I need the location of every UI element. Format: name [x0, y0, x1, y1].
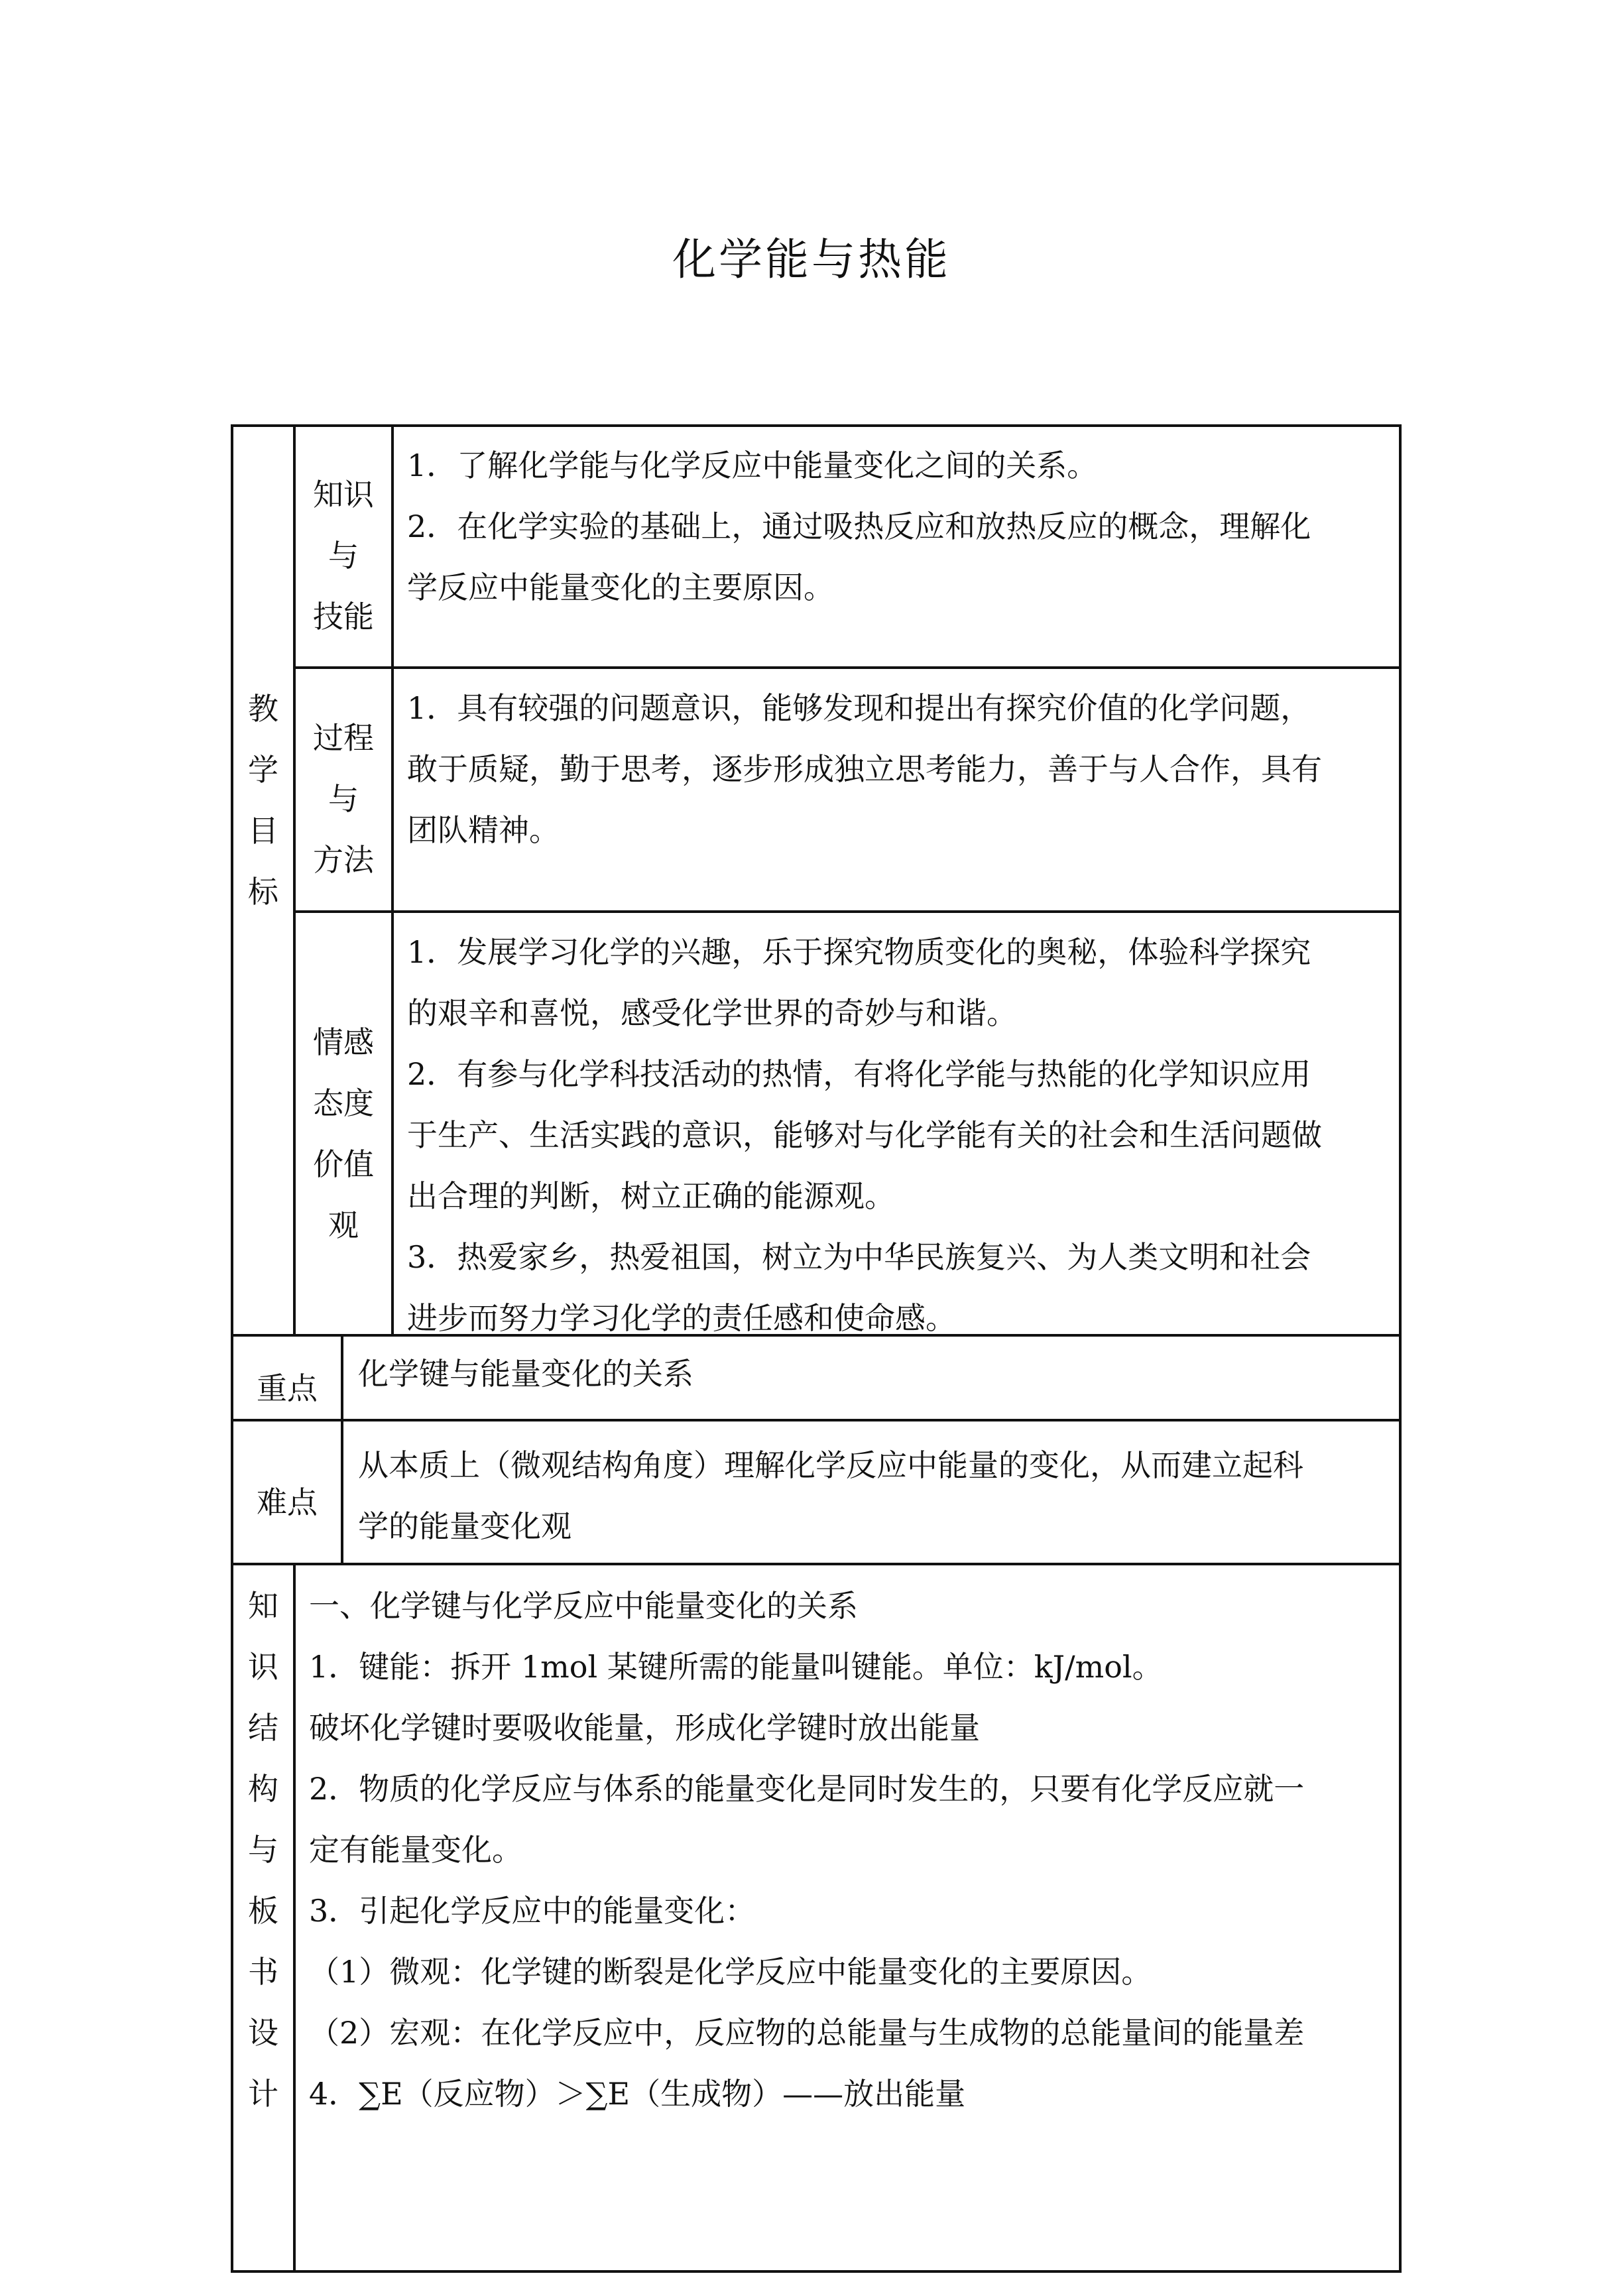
row-divider [231, 1563, 1402, 1565]
label-char: 知 [248, 1588, 278, 1624]
text-line: 3．热爱家乡，热爱祖国，树立为中华民族复兴、为人类文明和社会 [407, 1239, 1311, 1275]
text-line: 一、化学键与化学反应中能量变化的关系 [309, 1588, 858, 1624]
text-line: 2．物质的化学反应与体系的能量变化是同时发生的，只要有化学反应就一 [309, 1771, 1305, 1807]
board-design-content [309, 1575, 1304, 2124]
key-point-content: 化学键与能量变化的关系 [358, 1356, 693, 1392]
label-line: 方法 [313, 842, 374, 878]
text-line: 3．引起化学反应中的能量变化： [309, 1893, 756, 1929]
text-line: 进步而努力学习化学的责任感和使命感。 [407, 1300, 956, 1336]
table-border-right [1399, 424, 1402, 2273]
emotion-label [296, 1012, 391, 1256]
label-char: 标 [248, 874, 278, 910]
text-line: 破坏化学键时要吸收能量，形成化学键时放出能量 [309, 1710, 980, 1746]
label-char: 与 [248, 1832, 278, 1868]
label-char: 教 [248, 691, 278, 727]
text-line: 1．键能：拆开 1mol 某键所需的能量叫键能。单位：kJ/mol。 [309, 1649, 1163, 1685]
label-line: 与 [328, 781, 359, 817]
process-content [407, 678, 1322, 861]
table-border-top [231, 424, 1402, 427]
row-divider [293, 910, 1402, 913]
board-design-label [233, 1575, 293, 2124]
label-line: 情感 [313, 1024, 374, 1060]
label-char: 板 [248, 1893, 278, 1929]
label-line: 价值 [313, 1146, 374, 1182]
text-line: 2．有参与化学科技活动的热情，有将化学能与热能的化学知识应用 [407, 1056, 1311, 1092]
text-line: 学的能量变化观 [358, 1508, 571, 1544]
text-line: 团队精神。 [407, 812, 560, 848]
text-line: 从本质上（微观结构角度）理解化学反应中能量的变化，从而建立起科 [358, 1447, 1303, 1483]
page-title: 化学能与热能 [672, 234, 951, 285]
label-char: 构 [248, 1771, 278, 1807]
text-line: 1．发展学习化学的兴趣，乐于探究物质变化的奥秘，体验科学探究 [407, 934, 1311, 970]
label-char: 书 [248, 1954, 278, 1990]
text-line: 学反应中能量变化的主要原因。 [407, 570, 834, 605]
text-line: 出合理的判断，树立正确的能源观。 [407, 1178, 895, 1214]
label-char: 结 [248, 1710, 278, 1746]
col-divider [293, 1563, 296, 2273]
label-char: 目 [248, 813, 278, 849]
process-label [296, 707, 391, 890]
text-line: 4．∑E（反应物）＞∑E（生成物）——放出能量 [309, 2076, 966, 2112]
label-line: 观 [328, 1207, 359, 1243]
label-char: 识 [248, 1649, 278, 1685]
text-line: 的艰辛和喜悦，感受化学世界的奇妙与和谐。 [407, 995, 1017, 1031]
knowledge-content [407, 435, 1311, 618]
difficulty-label: 难点 [257, 1484, 318, 1520]
col-divider [391, 424, 394, 1337]
row-divider [293, 666, 1402, 669]
col-divider [341, 1334, 343, 1563]
difficulty-content [358, 1435, 1303, 1557]
label-line: 与 [328, 538, 359, 574]
knowledge-label [296, 464, 391, 647]
label-char: 设 [248, 2015, 278, 2051]
label-char: 计 [248, 2076, 278, 2112]
text-line: （2）宏观：在化学反应中，反应物的总能量与生成物的总能量间的能量差 [309, 2015, 1305, 2051]
label-line: 态度 [313, 1085, 374, 1121]
text-line: （1）微观：化学键的断裂是化学反应中能量变化的主要原因。 [309, 1954, 1152, 1990]
text-line: 1．了解化学能与化学反应中能量变化之间的关系。 [407, 448, 1098, 483]
emotion-content [407, 922, 1322, 1349]
text-line: 于生产、生活实践的意识，能够对与化学能有关的社会和生活问题做 [407, 1117, 1322, 1153]
text-line: 敢于质疑，勤于思考，逐步形成独立思考能力，善于与人合作，具有 [407, 751, 1322, 787]
key-point-label: 重点 [257, 1370, 318, 1406]
text-line: 2．在化学实验的基础上，通过吸热反应和放热反应的概念，理解化 [407, 509, 1311, 544]
text-line: 1．具有较强的问题意识，能够发现和提出有探究价值的化学问题， [407, 690, 1311, 726]
label-char: 学 [248, 752, 278, 788]
label-line: 知识 [313, 477, 374, 513]
row-divider [231, 1419, 1402, 1421]
objectives-section-label [233, 678, 293, 922]
text-line: 定有能量变化。 [309, 1832, 522, 1868]
table-border-bottom [231, 2270, 1402, 2273]
label-line: 过程 [313, 720, 374, 756]
label-line: 技能 [313, 599, 374, 634]
